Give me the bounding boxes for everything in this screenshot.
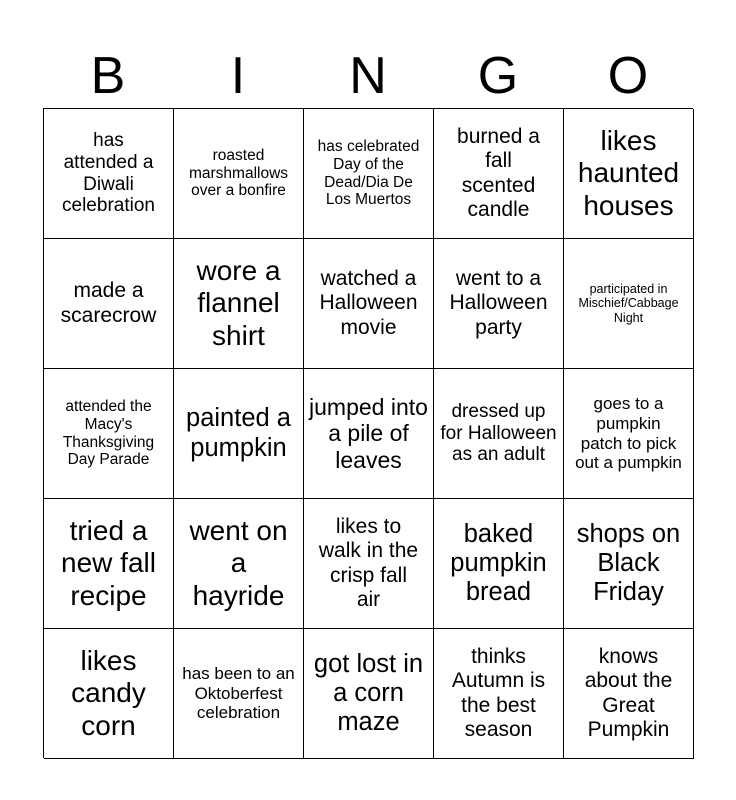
bingo-cell[interactable]: has attended a Diwali celebration xyxy=(44,109,174,239)
header-letter-n: N xyxy=(349,47,387,105)
bingo-cell[interactable]: wore a flannel shirt xyxy=(174,239,304,369)
bingo-cell[interactable]: likes to walk in the crisp fall air xyxy=(304,499,434,629)
bingo-cell[interactable]: went to a Halloween party xyxy=(434,239,564,369)
bingo-cell[interactable]: made a scarecrow xyxy=(44,239,174,369)
bingo-cell[interactable]: dressed up for Halloween as an adult xyxy=(434,369,564,499)
header-letter-b: B xyxy=(90,47,126,105)
header-letter-g: G xyxy=(477,47,519,105)
bingo-cell[interactable]: likes candy corn xyxy=(44,629,174,759)
bingo-cell[interactable]: knows about the Great Pumpkin xyxy=(564,629,694,759)
bingo-cell[interactable]: participated in Mischief/Cabbage Night xyxy=(564,239,694,369)
bingo-header xyxy=(43,44,693,108)
bingo-cell[interactable]: goes to a pumpkin patch to pick out a pumpkin xyxy=(564,369,694,499)
header-letter-i: I xyxy=(230,47,246,105)
bingo-cell[interactable]: attended the Macy's Thanksgiving Day Parade xyxy=(44,369,174,499)
bingo-cell[interactable]: watched a Halloween movie xyxy=(304,239,434,369)
bingo-cell[interactable]: has celebrated Day of the Dead/Dia De Los Muertos xyxy=(304,109,434,239)
bingo-cell[interactable]: went on a hayride xyxy=(174,499,304,629)
bingo-cell[interactable]: roasted marshmallows over a bonfire xyxy=(174,109,304,239)
bingo-cell[interactable]: thinks Autumn is the best season xyxy=(434,629,564,759)
bingo-cell[interactable]: burned a fall scented candle xyxy=(434,109,564,239)
bingo-cell[interactable]: painted a pumpkin xyxy=(174,369,304,499)
header-letter-o: O xyxy=(607,47,649,105)
bingo-cell[interactable]: got lost in a corn maze xyxy=(304,629,434,759)
bingo-board xyxy=(43,108,693,758)
bingo-cell[interactable]: tried a new fall recipe xyxy=(44,499,174,629)
bingo-cell[interactable]: jumped into a pile of leaves xyxy=(304,369,434,499)
bingo-cell[interactable]: likes haunted houses xyxy=(564,109,694,239)
bingo-cell[interactable]: has been to an Oktoberfest celebration xyxy=(174,629,304,759)
bingo-cell[interactable]: shops on Black Friday xyxy=(564,499,694,629)
bingo-cell[interactable]: baked pumpkin bread xyxy=(434,499,564,629)
